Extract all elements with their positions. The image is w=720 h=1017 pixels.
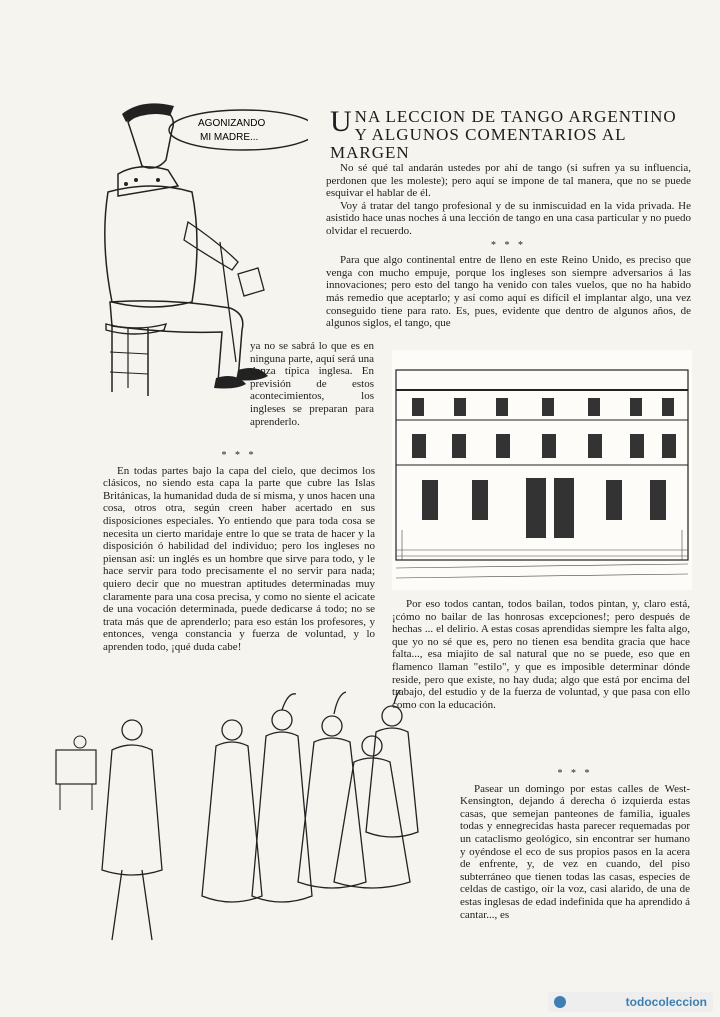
text-block-left — [103, 448, 375, 654]
section-divider: * * * — [557, 768, 593, 779]
text-block-narrow — [250, 340, 374, 428]
svg-text:AGONIZANDO: AGONIZANDO — [198, 118, 266, 129]
dance-lesson-illustration — [52, 690, 452, 960]
text-block-right-last — [460, 766, 690, 921]
paragraph: No sé qué tal andarán ustedes por ahí de tango (si sufren ya su influencia, perdonen que les moleste); pero aquí se impone de tal manera, que no se puede esquivar el hablar de él. — [326, 162, 691, 200]
logo-icon — [554, 996, 566, 1008]
paragraph: Por eso todos cantan, todos bailan, todos pintan, y, claro está, ¡cómo no bailar de las honrosas excepciones!; pero después de hechas ... el delirio. A estas cosas aprendidas siempre les falta algo, que yo no sé que es, pero no tienen esa bendita gracia que hace falta..., esa miajito de sal natural que no se puede, eso que en flamenco llaman "estilo", y que es imposible determinar dónde reside, pero que existe, no hay duda; algo que está por encima del trabajo, del estudio y de la fuerza de voluntad, y que pasa con ello como con la educación. — [392, 598, 690, 711]
paragraph: Voy á tratar del tango profesional y de su inmiscuidad en la vida privada. He asistido hace unas noches á una lección de tango en una casa particular y no puedo olvidar el recuerdo. — [326, 199, 691, 237]
svg-text:MI MADRE...: MI MADRE... — [200, 132, 259, 143]
section-divider: * * * — [221, 450, 257, 461]
title-text: NA LECCION DE TANGO ARGENTINO Y ALGUNOS COMENTARIOS AL MARGEN — [330, 107, 677, 162]
watermark-text: todocoleccion — [625, 995, 707, 1009]
section-divider: * * * — [491, 239, 526, 251]
paragraph: Para que algo continental entre de lleno en este Reino Unido, es preciso que venga con mucho empuje, porque los ingleses son siempre adversarios á las innovaciones; pero esto del tango ha venido con tales vuelos, que no ha habido más remedio que aceptarlo; y así como aquí es difícil el implantar algo, una vez conseguido tiene para rato. Es, pues, evidente que dentro de algunos años, de algunos siglos, el tango, que — [326, 254, 691, 330]
text-block-intro — [326, 162, 691, 330]
paragraph: En todas partes bajo la capa del cielo, que decimos los clásicos, no siendo esta capa la parte que cubre las Islas Británicas, la humanidad duda de sí misma, y unos hacen una cosa, otros otra, según creen haber acertado en sus disposiciones especiales. Yo entiendo que para toda cosa se necesita un cierto maridaje entre lo que se trata de hacer y la disposición ó habilidad del individuo; pero los ingleses no piensan así: un inglés es un hombre que sirve para todo, y le hace servir para todo precisamente el no servir para nada; quiero decir que no muestran aptitudes determinadas muy claramente para una cosa precisa, y como no siente el acicate de una vocación determinada, puede dedicarse á todo; no se trata más que de aprenderlo; para eso están los profesores, y entonces, venga constancia y fuerza de voluntad, y lo aprenden todo, ¡qué duda cabe! — [103, 464, 375, 653]
article-title — [330, 105, 690, 162]
paragraph: ya no se sabrá lo que es en ninguna parte, aquí será una danza típica inglesa. En previsión de estos acontecimientos, los ingleses se preparan para aprenderlo. — [250, 340, 374, 428]
title-drop-cap: U — [330, 105, 353, 138]
watermark-logo — [548, 992, 713, 1012]
paragraph: Pasear un domingo por estas calles de West-Kensington, dejando á derecha ó izquierda estas casas, que semejan panteones de familia, iguales todas y ennegrecidas hasta parecer requemadas por un cataclismo geológico, sin encontrar ser humano y oyéndose el eco de sus propios pasos en la acera de enfrente, y, de vez en cuando, del piso subterráneo que tienen todas las casas, especies de celdas de castigo, oír la voz, casi alarido, de una de estas inglesas de edad indefinida que ha aprendido á cantar..., es — [460, 782, 690, 921]
building-illustration — [392, 350, 692, 590]
